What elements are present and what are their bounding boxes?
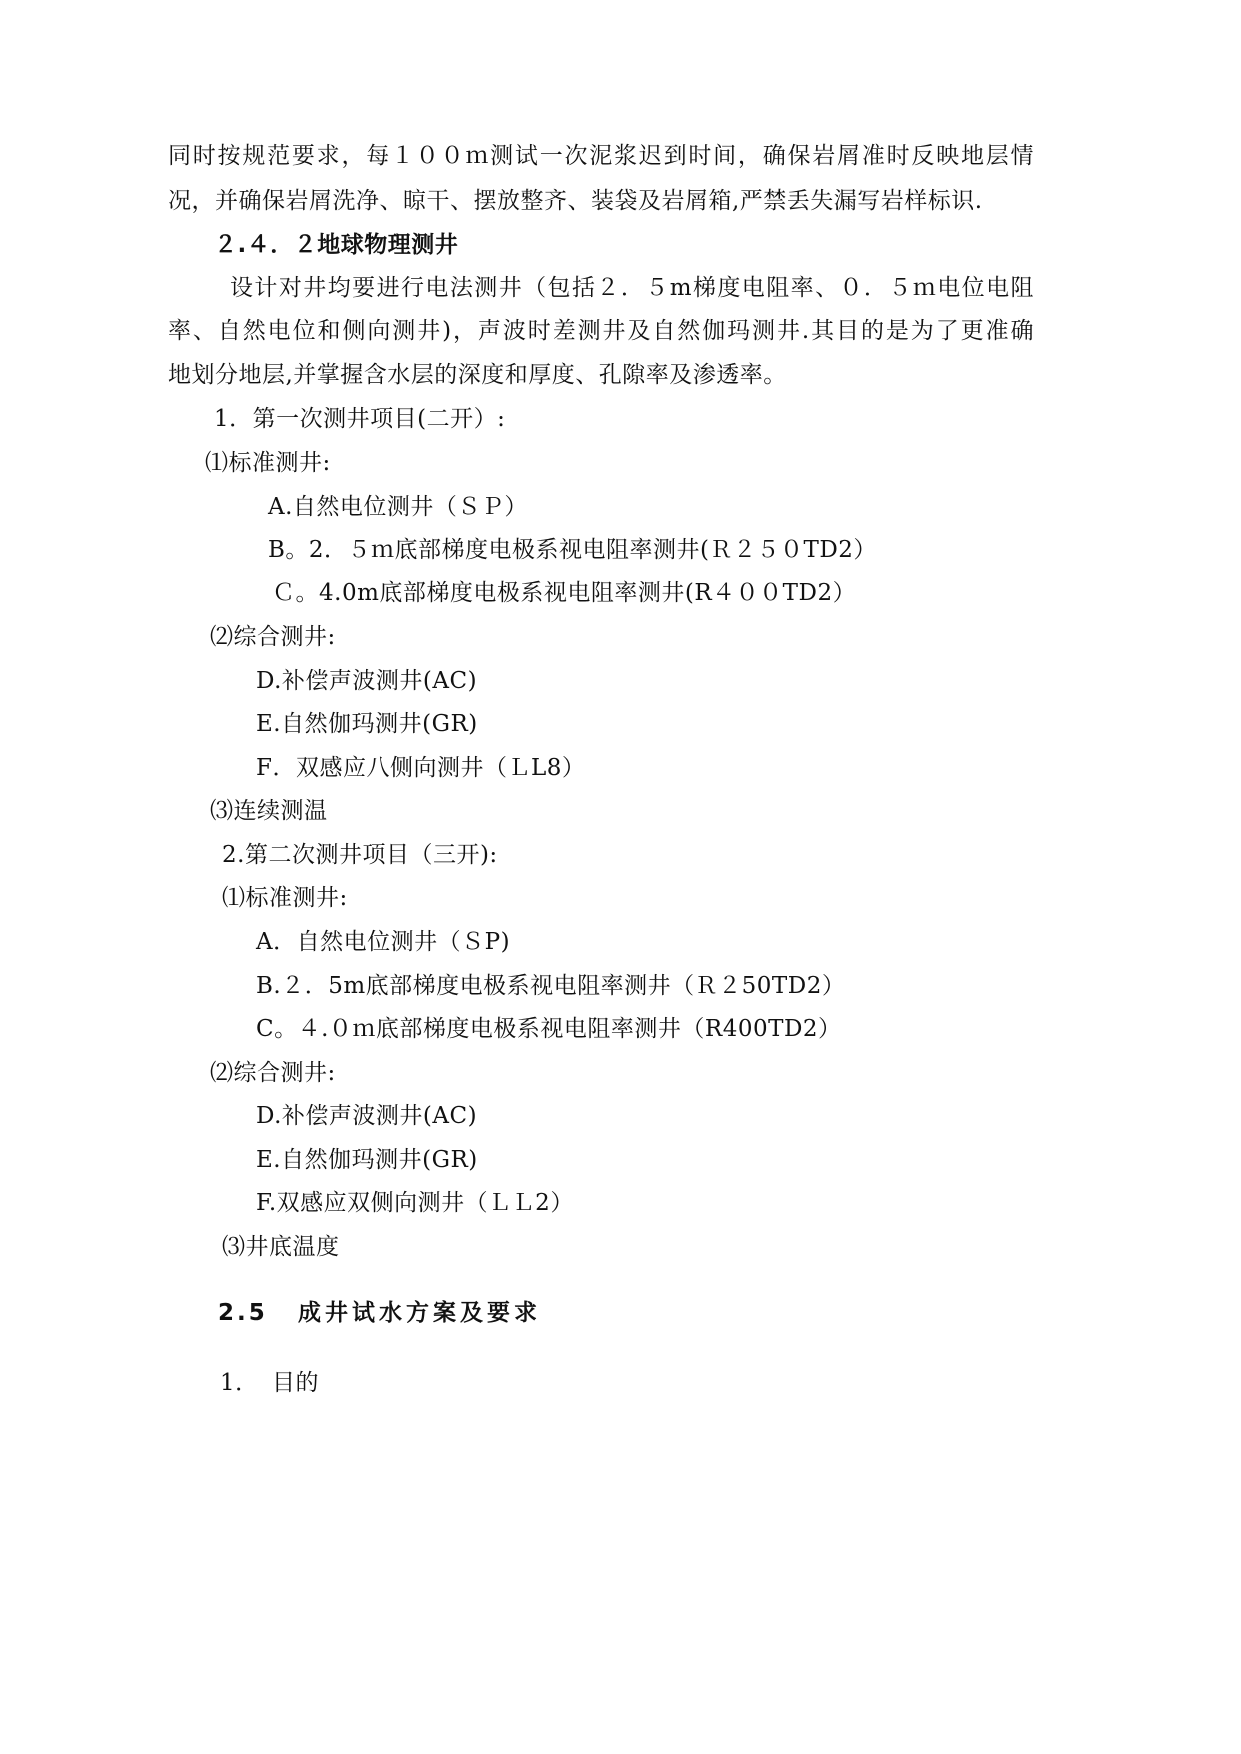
list-heading: 2.第二次测井项目（三开): (222, 842, 498, 868)
paragraph-line: 设计对井均要进行电法测井（包括２．５m梯度电阻率、０．５ｍ电位电阻 (230, 275, 1034, 301)
paragraph-line: 率、自然电位和侧向测井)，声波时差测井及自然伽玛测井.其目的是为了更准确 (168, 318, 1034, 344)
list-item: B.２．5m底部梯度电极系视电阻率测井（Ｒ２50TD2） (256, 973, 846, 999)
list-item: E.自然伽玛测井(GR) (256, 1147, 478, 1173)
list-item: D.补偿声波测井(AC) (256, 668, 478, 694)
item-label: 目的 (272, 1370, 319, 1396)
list-subheading: ⑵综合测井: (210, 1060, 336, 1086)
list-item: C。４.０ｍ底部梯度电极系视电阻率测井（R400TD2） (256, 1016, 842, 1042)
list-item: F.双感应双侧向测井（ＬＬ2） (256, 1190, 574, 1216)
item-number: 1． (220, 1370, 259, 1396)
list-item: A．自然电位测井（ＳP) (256, 929, 511, 955)
list-item: D.补偿声波测井(AC) (256, 1103, 478, 1129)
list-item: B。2．５ｍ底部梯度电极系视电阻率测井(Ｒ２５０TD2） (268, 537, 877, 563)
list-subheading: ⑵综合测井: (210, 624, 336, 650)
paragraph-line: 地划分地层,并掌握含水层的深度和厚度、孔隙率及渗透率。 (168, 362, 787, 388)
list-heading: 1．第一次测井项目(二开）: (214, 406, 506, 432)
list-item: E.自然伽玛测井(GR) (256, 711, 478, 737)
list-subheading: ⑶井底温度 (222, 1234, 340, 1260)
list-item: F．双感应八侧向测井（ＬL8） (256, 755, 586, 781)
paragraph-line: 同时按规范要求，每１００ｍ测试一次泥浆迟到时间，确保岩屑准时反映地层情 (168, 143, 1034, 169)
list-item: Ｃ。4.0m底部梯度电极系视电阻率测井(R４００TD2） (272, 580, 857, 606)
subsection-heading: ２.４．２地球物理测井 (214, 232, 459, 258)
list-subheading: ⑴标准测井: (222, 885, 348, 911)
list-item: A.自然电位测井（ＳＰ） (268, 494, 528, 520)
list-subheading: ⑴标准测井: (205, 450, 331, 476)
paragraph-line: 况，并确保岩屑洗净、晾干、摆放整齐、装袋及岩屑箱,严禁丢失漏写岩样标识. (168, 188, 983, 214)
list-subheading: ⑶连续测温 (210, 798, 328, 824)
section-title: 成井试水方案及要求 (298, 1300, 541, 1326)
section-number: 2.5 (218, 1300, 268, 1326)
